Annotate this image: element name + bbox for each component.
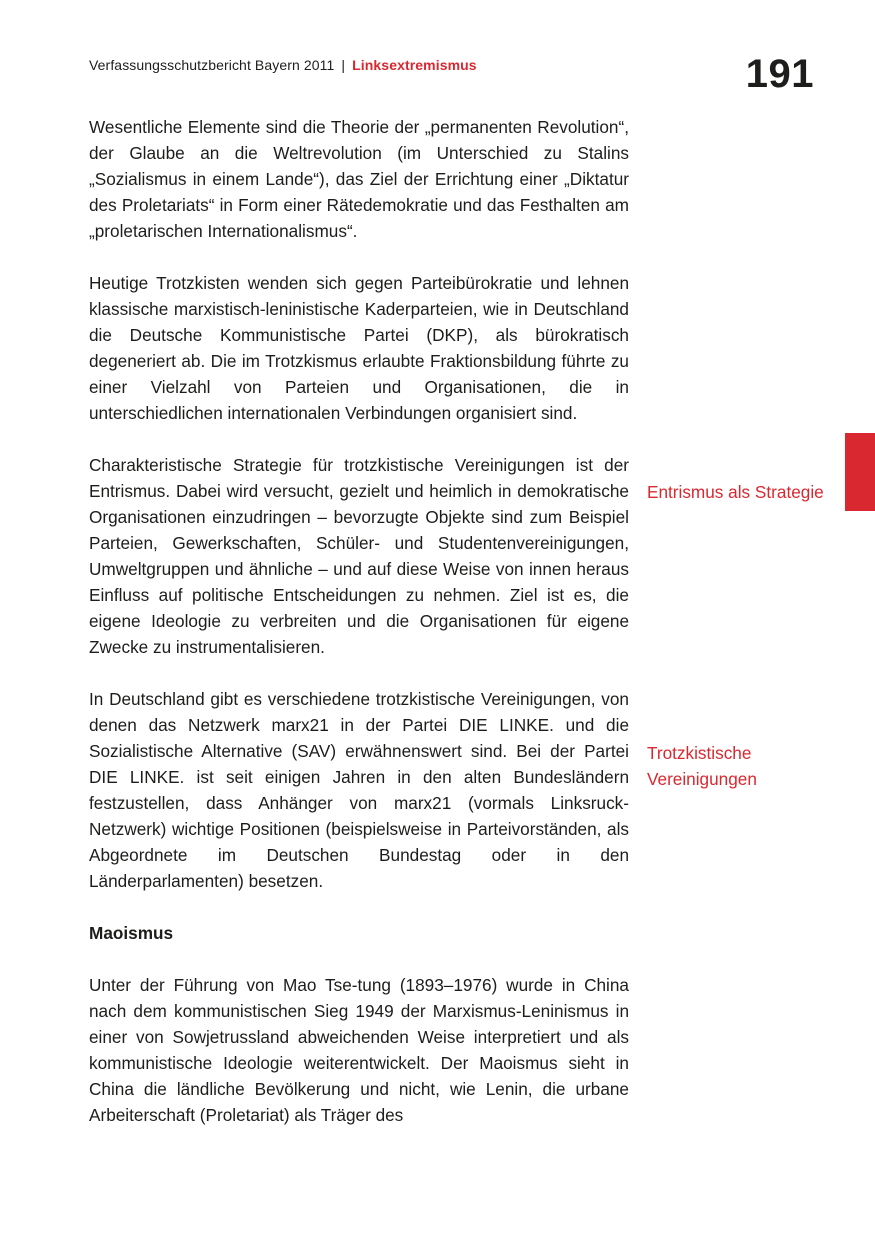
- section-title: Linksextremismus: [352, 57, 477, 73]
- report-title: Verfassungsschutzbericht Bayern 2011: [89, 57, 335, 73]
- margin-note-entrism: Entrismus als Strategie: [647, 482, 824, 502]
- paragraph-modern-trotzkists: Heutige Trotzkisten wenden sich gegen Parteibürokratie und lehnen klassische marxistisch-leninistische Kaderparteien, wie in Deutschland die Deutsche Kommunistische Partei (DKP), als bürokratisch degeneriert ab. Die im Trotzkismus erlaubte Fraktionsbildung führte zu einer Vielzahl von Parteien und Organisationen, die in unterschiedlichen internationalen Verbindungen organisiert sind.: [89, 273, 629, 423]
- paragraph-trotzkist-groups-germany: In Deutschland gibt es verschiedene trotzkistische Vereinigungen, von denen das Netzwerk marx21 in der Partei DIE LINKE. und die Sozialistische Alternative (SAV) erwähnenswert sind. Bei der Partei DIE LINKE. ist seit einigen Jahren in den alten Bundesländern festzustellen, dass Anhänger von marx21 (vormals Linksruck-Netzwerk) wichtige Positionen (beispielsweise in Parteivorständen, als Abgeordnete im Deutschen Bundestag oder in den Länderparlamenten) besetzen.: [89, 689, 629, 891]
- chapter-tab-marker: [845, 433, 875, 511]
- paragraph-entrism: Charakteristische Strategie für trotzkistische Vereinigungen ist der Entrismus. Dabei wird versucht, gezielt und heimlich in demokratische Organisationen einzudringen – bevorzugte Objekte sind zum Beispiel Parteien, Gewerkschaften, Schüler- und Studentenvereinigungen, Umweltgruppen und ähnliche – und auf diese Weise von innen heraus Einfluss auf politische Entscheidungen zu nehmen. Ziel ist es, die eigene Ideologie zu verbreiten und die Organisationen für eigene Zwecke zu instrumentalisieren.: [89, 455, 629, 657]
- header-separator: |: [341, 57, 346, 73]
- margin-note-trotzkist-groups: Trotzkistische Vereinigungen: [647, 743, 757, 789]
- body-text: [89, 114, 629, 1154]
- paragraph-maoismus: Unter der Führung von Mao Tse-tung (1893–1976) wurde in China nach dem kommunistischen Sieg 1949 der Marxismus-Leninismus in einer von Sowjetrussland abweichenden Weise interpretiert und als kommunistische Ideologie weiterentwickelt. Der Maoismus sieht in China die ländliche Bevölkerung und nicht, wie Lenin, die urbane Arbeiterschaft (Proletariat) als Träger des: [89, 975, 629, 1125]
- page-number: 191: [745, 52, 814, 96]
- running-header: [89, 57, 477, 73]
- paragraph-trotzkism-elements: Wesentliche Elemente sind die Theorie der „permanenten Revolution“, der Glaube an die Weltrevolution (im Unterschied zu Stalins „Sozialismus in einem Lande“), das Ziel der Errichtung einer „Diktatur des Proletariats“ in Form einer Rätedemokratie und das Festhalten am „proletarischen Internationalismus“.: [89, 117, 629, 241]
- heading-maoismus: Maoismus: [89, 923, 174, 943]
